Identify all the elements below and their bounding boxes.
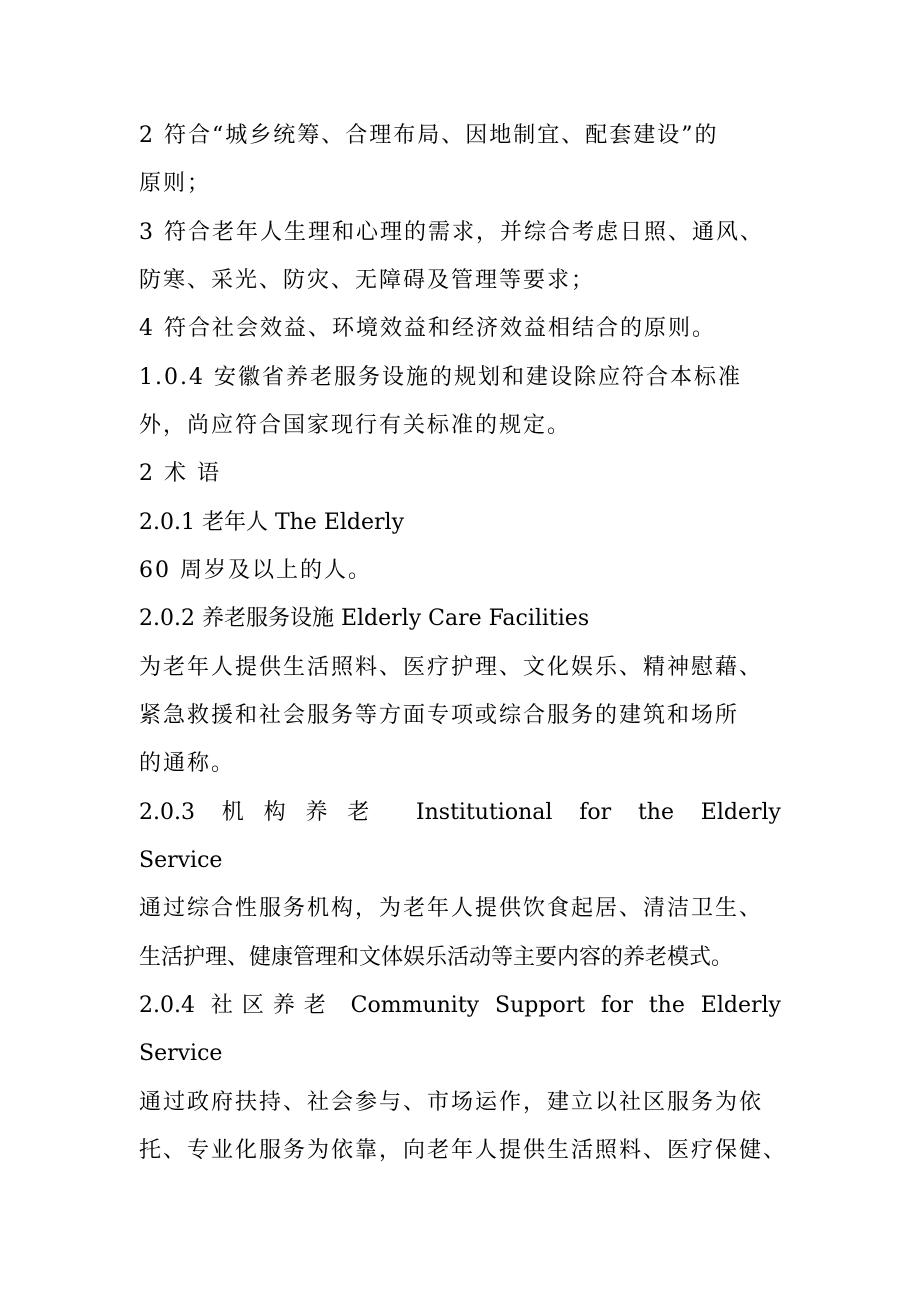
text-line: 1.0.4 安徽省养老服务设施的规划和建设除应符合本标准 (139, 365, 742, 390)
text-line: 的通称。 (139, 751, 236, 776)
text-line: 防寒、采光、防灾、无障碍及管理等要求； (139, 268, 596, 293)
text-line: 通过综合性服务机构，为老年人提供饮食起居、清洁卫生、 (139, 896, 764, 921)
text-line: 3 符合老年人生理和心理的需求，并综合考虑日照、通风、 (139, 220, 764, 245)
text-line: 紧急救援和社会服务等方面专项或综合服务的建筑和场所 (139, 703, 740, 728)
section-heading: 2 术 语 (139, 461, 221, 486)
term-heading: 2.0.4 社区养老 Community Support for the Elderly (139, 993, 781, 1018)
text-line: 外，尚应符合国家现行有关标准的规定。 (139, 413, 572, 438)
term-heading-continued: Service (139, 1041, 223, 1066)
term-heading: 2.0.2 养老服务设施 Elderly Care Facilities (139, 606, 590, 631)
term-heading: 2.0.1 老年人 The Elderly (139, 510, 404, 535)
text-line: 托、专业化服务为依靠，向老年人提供生活照料、医疗保健、 (139, 1138, 788, 1163)
text-line: 60 周岁及以上的人。 (139, 558, 372, 583)
term-heading-continued: Service (139, 848, 223, 873)
text-line: 2 符合“城乡统筹、合理布局、因地制宜、配套建设”的 (139, 123, 719, 148)
text-line: 为老年人提供生活照料、医疗护理、文化娱乐、精神慰藉、 (139, 655, 764, 680)
text-line: 4 符合社会效益、环境效益和经济效益相结合的原则。 (139, 316, 716, 341)
text-line: 原则； (139, 171, 212, 196)
text-line: 生活护理、健康管理和文体娱乐活动等主要内容的养老模式。 (139, 945, 734, 970)
text-line: 通过政府扶持、社会参与、市场运作，建立以社区服务为依 (139, 1090, 764, 1115)
term-heading: 2.0.3 机构养老 Institutional for the Elderly (139, 800, 781, 825)
